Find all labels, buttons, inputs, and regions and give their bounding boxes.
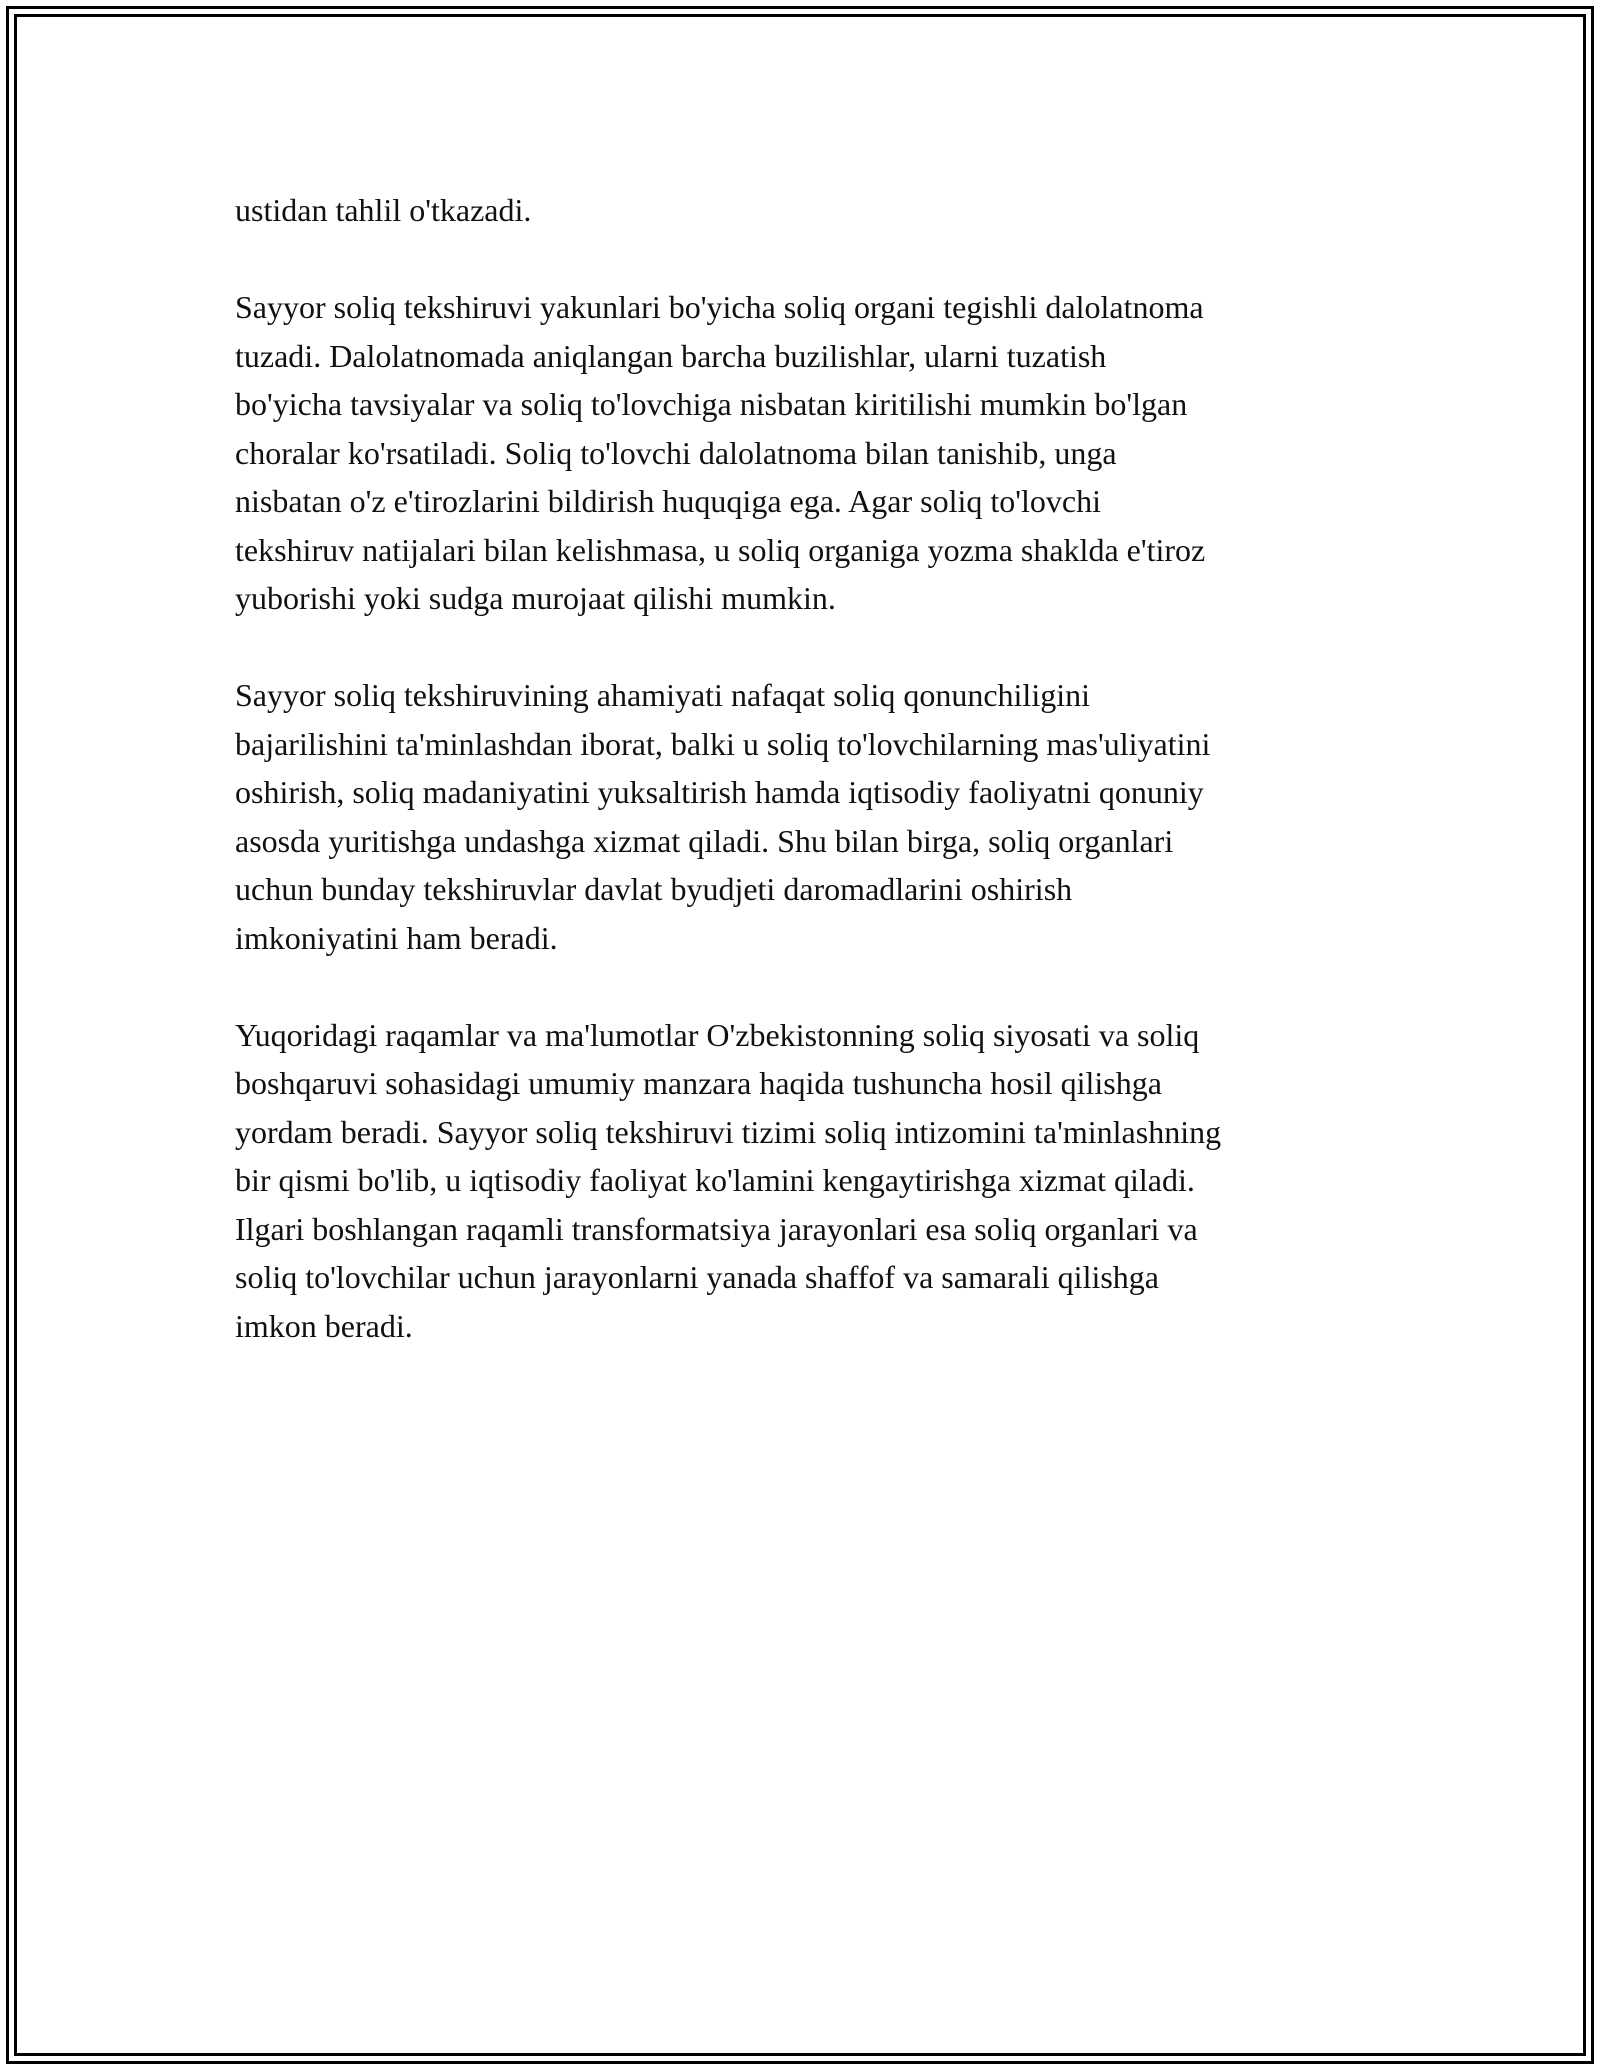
text-line: asosda yuritishga undashga xizmat qiladi. Shu bilan birga, soliq organlari xyxy=(235,822,1174,859)
text-line: oshirish, soliq madaniyatini yuksaltirish hamda iqtisodiy faoliyatni qonuniy xyxy=(235,774,1204,810)
text-line: uchun bunday tekshiruvlar davlat byudjeti daromadlarini oshirish xyxy=(235,871,1073,907)
text-line: nisbatan o'z e'tirozlarini bildirish huquqiga ega. Agar soliq to'lovchi xyxy=(235,483,1101,519)
text-line: ustidan tahlil o'tkazadi. xyxy=(235,192,532,228)
paragraph-4 xyxy=(235,1011,1375,1351)
text-line: soliq to'lovchilar uchun jarayonlarni yanada shaffof va samarali qilishga xyxy=(235,1259,1159,1295)
page-body xyxy=(235,186,1375,1399)
text-line: bo'yicha tavsiyalar va soliq to'lovchiga nisbatan kiritilishi mumkin bo'lgan xyxy=(235,386,1188,422)
text-line: imkon beradi. xyxy=(235,1307,413,1344)
paragraph-1 xyxy=(235,186,1375,235)
text-line: imkoniyatini ham beradi. xyxy=(235,919,558,956)
text-line: tekshiruv natijalari bilan kelishmasa, u soliq organiga yozma shaklda e'tiroz xyxy=(235,531,1206,568)
text-line: yuborishi yoki sudga murojaat qilishi mumkin. xyxy=(235,580,836,616)
text-line: Yuqoridagi raqamlar va ma'lumotlar O'zbekistonning soliq siyosati va soliq xyxy=(235,1016,1200,1053)
text-line: Sayyor soliq tekshiruvi yakunlari bo'yicha soliq organi tegishli dalolatnoma xyxy=(235,289,1204,325)
text-line: tuzadi. Dalolatnomada aniqlangan barcha buzilishlar, ularni tuzatish xyxy=(235,337,1107,374)
paragraph-3 xyxy=(235,671,1375,962)
text-line: choralar ko'rsatiladi. Soliq to'lovchi dalolatnoma bilan tanishib, unga xyxy=(235,434,1117,471)
text-line: bajarilishini ta'minlashdan iborat, balki u soliq to'lovchilarning mas'uliyatini xyxy=(235,725,1211,762)
text-line: yordam beradi. Sayyor soliq tekshiruvi tizimi soliq intizomini ta'minlashning xyxy=(235,1113,1222,1150)
text-line: bir qismi bo'lib, u iqtisodiy faoliyat ko'lamini kengaytirishga xizmat qiladi. xyxy=(235,1162,1195,1198)
text-line: boshqaruvi sohasidagi umumiy manzara haqida tushuncha hosil qilishga xyxy=(235,1065,1162,1101)
text-line: Ilgari boshlangan raqamli transformatsiya jarayonlari esa soliq organlari va xyxy=(235,1210,1198,1247)
paragraph-2 xyxy=(235,283,1375,623)
text-line: Sayyor soliq tekshiruvining ahamiyati nafaqat soliq qonunchiligini xyxy=(235,677,1090,713)
